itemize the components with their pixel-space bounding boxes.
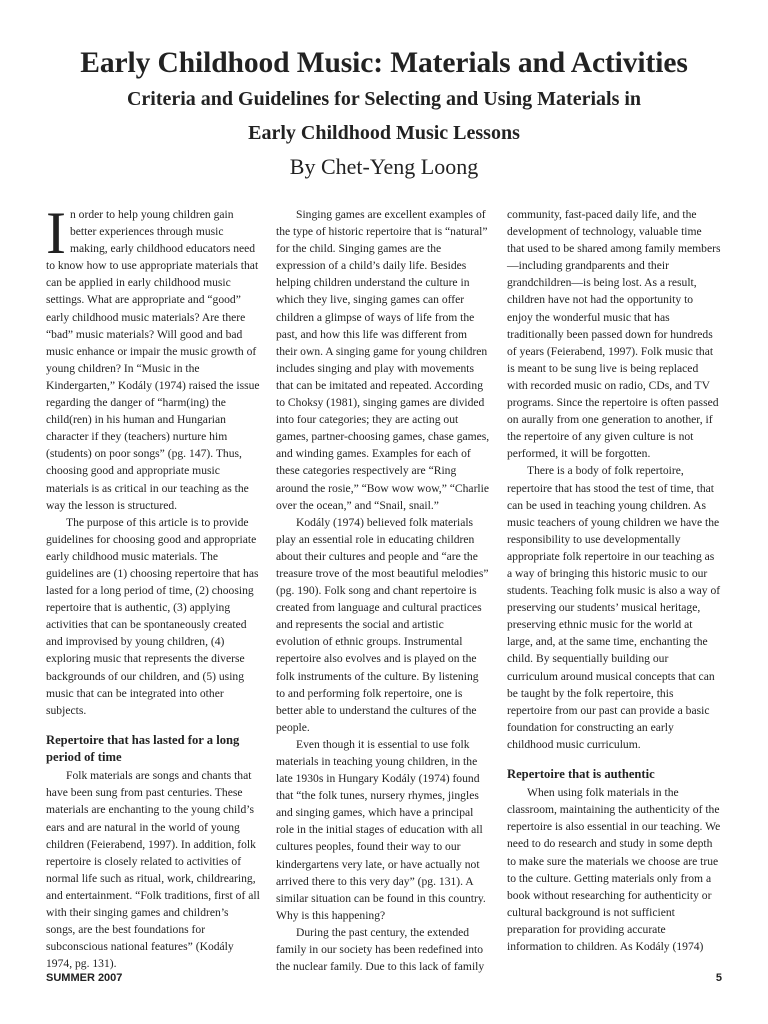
article-header: [0, 44, 768, 184]
intro-paragraph: [46, 200, 260, 514]
singing-games-paragraph: Singing games are excellent examples of the type of historic repertoire that is “natural” for the child. Singing games are the expression of a child’s daily life. Besides helping children understand the culture in which they live, singing games can offer children a glimpse of ways of life from the past, and how this life was different from their own. A singing game for young children includes singing and play with movements that can be imitated and repeated. According to Choksy (1981), singing games are divided into four categories; they are acting out games, partner-choosing games, chase games, and winding games. Examples for each of these categories respectively are “Ring around the rosie,” “Bow wow wow,” “Charlie over the ocean,” and “Snail, snail.”: [276, 208, 490, 512]
folk-repertoire-paragraph: There is a body of folk repertoire, repertoire that has stood the test of time, that can be used in teaching young children. As music teachers of young children we have the responsibility to use developmentally appropriate folk repertoire in our teaching as a way of bringing this historic music to our students. Teaching folk music is also a way of preserving our students’ musical heritage, preserving ethnic music for the world at large, and, at the same time, enchanting the child. By sequentially building our curriculum around musical concepts that can be taught by the folk repertoire, this repertoire from our past can provide a basic foundation for constructing an early childhood music curriculum.: [507, 464, 721, 751]
column-2: [276, 206, 490, 975]
continued-paragraph: community, fast-paced daily life, and the development of technology, valuable time that used to be shared among family members—including grandparents and their grandchildren—is being lost. As a result, children have not had the opportunity to enjoy the wonderful music that has traditionally been passed down for hundreds of years (Feierabend, 1997). Folk music that is meant to be sung live is being replaced with recorded music on radio, CDs, and TV programs. Since the repertoire is often passed on aurally from one generation to another, if the repertoire of any given culture is not performed, it will be forgotten.: [507, 208, 721, 461]
page-number: 5: [715, 972, 722, 984]
drop-cap: I: [46, 200, 66, 266]
article-title: Early Childhood Music: Materials and Activities: [80, 47, 688, 79]
purpose-paragraph: The purpose of this article is to provide guidelines for choosing good and appropriate early childhood music materials. The guidelines are (1) choosing repertoire that has lasted for a long period of time, (2) choosing repertoire that is authentic, (3) applying activities that can be spontaneously created and improvised by young children, (4) exploring music that represents the diverse backgrounds of our children, and (5) using music that can be integrated into other subjects.: [46, 515, 259, 717]
section-heading-authentic: Repertoire that is authentic: [507, 767, 655, 781]
authenticity-paragraph: When using folk materials in the classroom, maintaining the authenticity of the repertoire is also essential in our teaching. We need to do research and study in some depth to make sure the materials we choose are true to the culture. Getting materials only from a book without researching for authenticity or cultural background is not sufficient preparation for providing accurate information to children. As Kodály (1974): [507, 786, 721, 954]
author-byline: By Chet-Yeng Loong: [289, 154, 479, 179]
article-subtitle-line-2: Early Childhood Music Lessons: [248, 122, 520, 144]
kodaly-folk-materials-paragraph: Kodály (1974) believed folk materials play an essential role in educating children about their cultures and people and “are the treasure trove of the most beautiful melodies” (pg. 190). Folk song and chant repertoire is created from language and cultural practices and represents the social and artistic evolution of ethnic groups. Instrumental repertoire also evolves and is played on the folk instruments of the culture. By listening to and performing folk repertoire, one is better able to understand the cultures of the people.: [276, 515, 489, 734]
column-1: [46, 200, 260, 972]
section-heading-long-period: Repertoire that has lasted for a long period of time: [46, 732, 240, 765]
column-3: [507, 206, 721, 955]
issue-label: SUMMER 2007: [46, 972, 123, 984]
folk-materials-paragraph: Folk materials are songs and chants that have been sung from past centuries. These materials are enchanting to the young child’s ears and are natural in the world of young children (Feierabend, 1997). In addition, folk repertoire is closely related to activities of normal life such as ritual, work, childrearing, and entertainment. “Folk traditions, first of all with their singing games and children’s songs, are the best foundations for subconscious national features” (Kodály 1974, pg. 131).: [46, 769, 260, 971]
hungary-paragraph: Even though it is essential to use folk materials in teaching young children, in the late 1930s in Hungary Kodály (1974) found that “the folk tunes, nursery rhymes, jingles and singing games, which have a principal role in the initial stages of education with all cultures peoples, found their way to our kindergartens very late, or have actually not arrived there to this very day” (pg. 131). A similar situation can be found in this country. Why is this happening?: [276, 737, 486, 922]
intro-paragraph-text: n order to help young children gain better experiences through music making, early childhood educators need to know how to use appropriate materials that can be applied in early childhood music settings. What are appropriate and “good” early childhood music materials? Are there “bad” music materials? Will good and bad music enhance or impair the music growth of young children? In “Music in the Kindergarten,” Kodály (1974) raised the issue regarding the danger of “harm(ing) the child(ren) in his human and Hungarian character if they (teachers) nurture him (students) on poor songs” (pg. 147). Thus, choosing good and appropriate music materials is as critical in our teaching as the way the lesson is structured.: [46, 208, 260, 512]
past-century-paragraph: During the past century, the extended family in our society has been redefined into the nuclear family. Due to this lack of family: [276, 925, 485, 974]
article-subtitle-line-1: Criteria and Guidelines for Selecting and Using Materials in: [126, 88, 642, 110]
